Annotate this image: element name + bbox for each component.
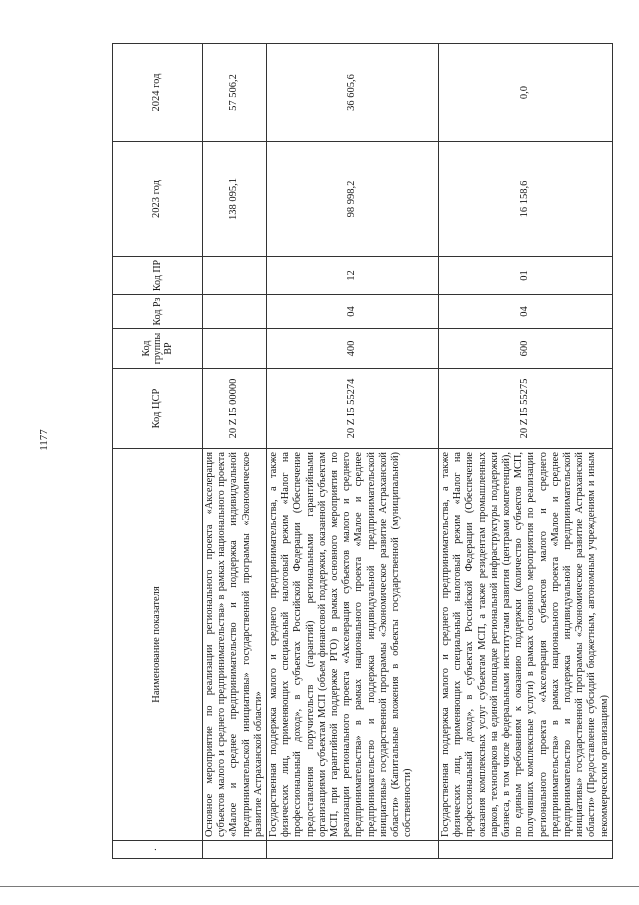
cell-pr: 12 bbox=[267, 257, 439, 295]
row-index-cell bbox=[203, 841, 267, 859]
cell-y2024: 36 605,6 bbox=[267, 44, 439, 142]
cell-pr bbox=[203, 257, 267, 295]
header-csr-code: Код ЦСР bbox=[113, 369, 203, 449]
cell-csr: 20 Z I5 55274 bbox=[267, 369, 439, 449]
cell-y2023: 138 095,1 bbox=[203, 142, 267, 257]
cell-rz: 04 bbox=[439, 295, 613, 329]
budget-table-frame bbox=[112, 44, 610, 859]
header-pr-code: Код ПР bbox=[113, 257, 203, 295]
cell-y2023: 16 158,6 bbox=[439, 142, 613, 257]
table-row bbox=[267, 44, 439, 859]
row-index-cell bbox=[439, 841, 613, 859]
cell-y2024: 0,0 bbox=[439, 44, 613, 142]
table-row bbox=[203, 44, 267, 859]
cell-y2023: 98 998,2 bbox=[267, 142, 439, 257]
cell-vr bbox=[203, 329, 267, 369]
bottom-rule bbox=[0, 886, 639, 887]
cell-rz bbox=[203, 295, 267, 329]
header-rz-code: Код Рз bbox=[113, 295, 203, 329]
budget-table bbox=[112, 43, 613, 859]
cell-y2024: 57 506,2 bbox=[203, 44, 267, 142]
page-number: 1177 bbox=[38, 429, 50, 451]
header-year-2023: 2023 год bbox=[113, 142, 203, 257]
cell-vr: 400 bbox=[267, 329, 439, 369]
header-dot-cell: · bbox=[113, 841, 203, 859]
cell-csr: 20 Z I5 00000 bbox=[203, 369, 267, 449]
cell-pr: 01 bbox=[439, 257, 613, 295]
budget-table-rotated bbox=[112, 44, 610, 859]
cell-vr: 600 bbox=[439, 329, 613, 369]
header-year-2024: 2024 год bbox=[113, 44, 203, 142]
table-row bbox=[439, 44, 613, 859]
cell-name: Основное мероприятие по реализации регионального проекта «Акселерация субъектов малого и среднего предпринимательства» в рамках национального проекта «Малое и среднее предпринимательство и поддержка индивидуальной предпринимательской инициативы» государственной программы «Экономическое развитие Астраханской области» bbox=[203, 449, 267, 841]
cell-name: Государственная поддержка малого и среднего предпринимательства, а также физических лиц, применяющих специальный налоговый режим «Налог на профессиональный доход», в субъектах Российской Федерации (Обеспечение оказания комплексных услуг субъектам МСП, а также резидентам промышленных парков, технопарков на единой площадке региональной инфраструктуры поддержки бизнеса, в том числе федеральными институтами развития (центрами компетенций), по единым требованиям к оказанию поддержки (количество субъектов МСП, получивших комплексные услуги) в рамках основного мероприятия по реализации регионального проекта «Акселерация субъектов малого и среднего предпринимательства» в рамках национального проекта «Малое и среднее предпринимательство и поддержка индивидуальной предпринимательской инициативы» государственной программы «Экономическое развитие Астраханской области» (Предоставление субсидий бюджетным, автономным учреждениям и иным некоммерческим организациям) bbox=[439, 449, 613, 841]
cell-rz: 04 bbox=[267, 295, 439, 329]
header-vr-group-code: Код группы ВР bbox=[113, 329, 203, 369]
cell-name: Государственная поддержка малого и среднего предпринимательства, а также физических лиц, применяющих специальный налоговый режим «Налог на профессиональный доход», в субъектах Российской Федерации (Обеспечение предоставления поручительств (гарантий) региональными гарантийными организациями субъектам МСП (объем финансовой поддержки, оказанной субъектам МСП, при гарантийной поддержке РГО) в рамках основного мероприятия по реализации регионального проекта «Акселерация субъектов малого и среднего предпринимательства» в рамках национального проекта «Малое и среднее предпринимательство и поддержка индивидуальной предпринимательской инициативы» государственной программы «Экономическое развитие Астраханской области» (Капитальные вложения в объекты государственной (муниципальной) собственности) bbox=[267, 449, 439, 841]
table-header-row bbox=[113, 44, 203, 859]
row-index-cell bbox=[267, 841, 439, 859]
header-indicator-name: Наименование показателя bbox=[113, 449, 203, 841]
cell-csr: 20 Z I5 55275 bbox=[439, 369, 613, 449]
